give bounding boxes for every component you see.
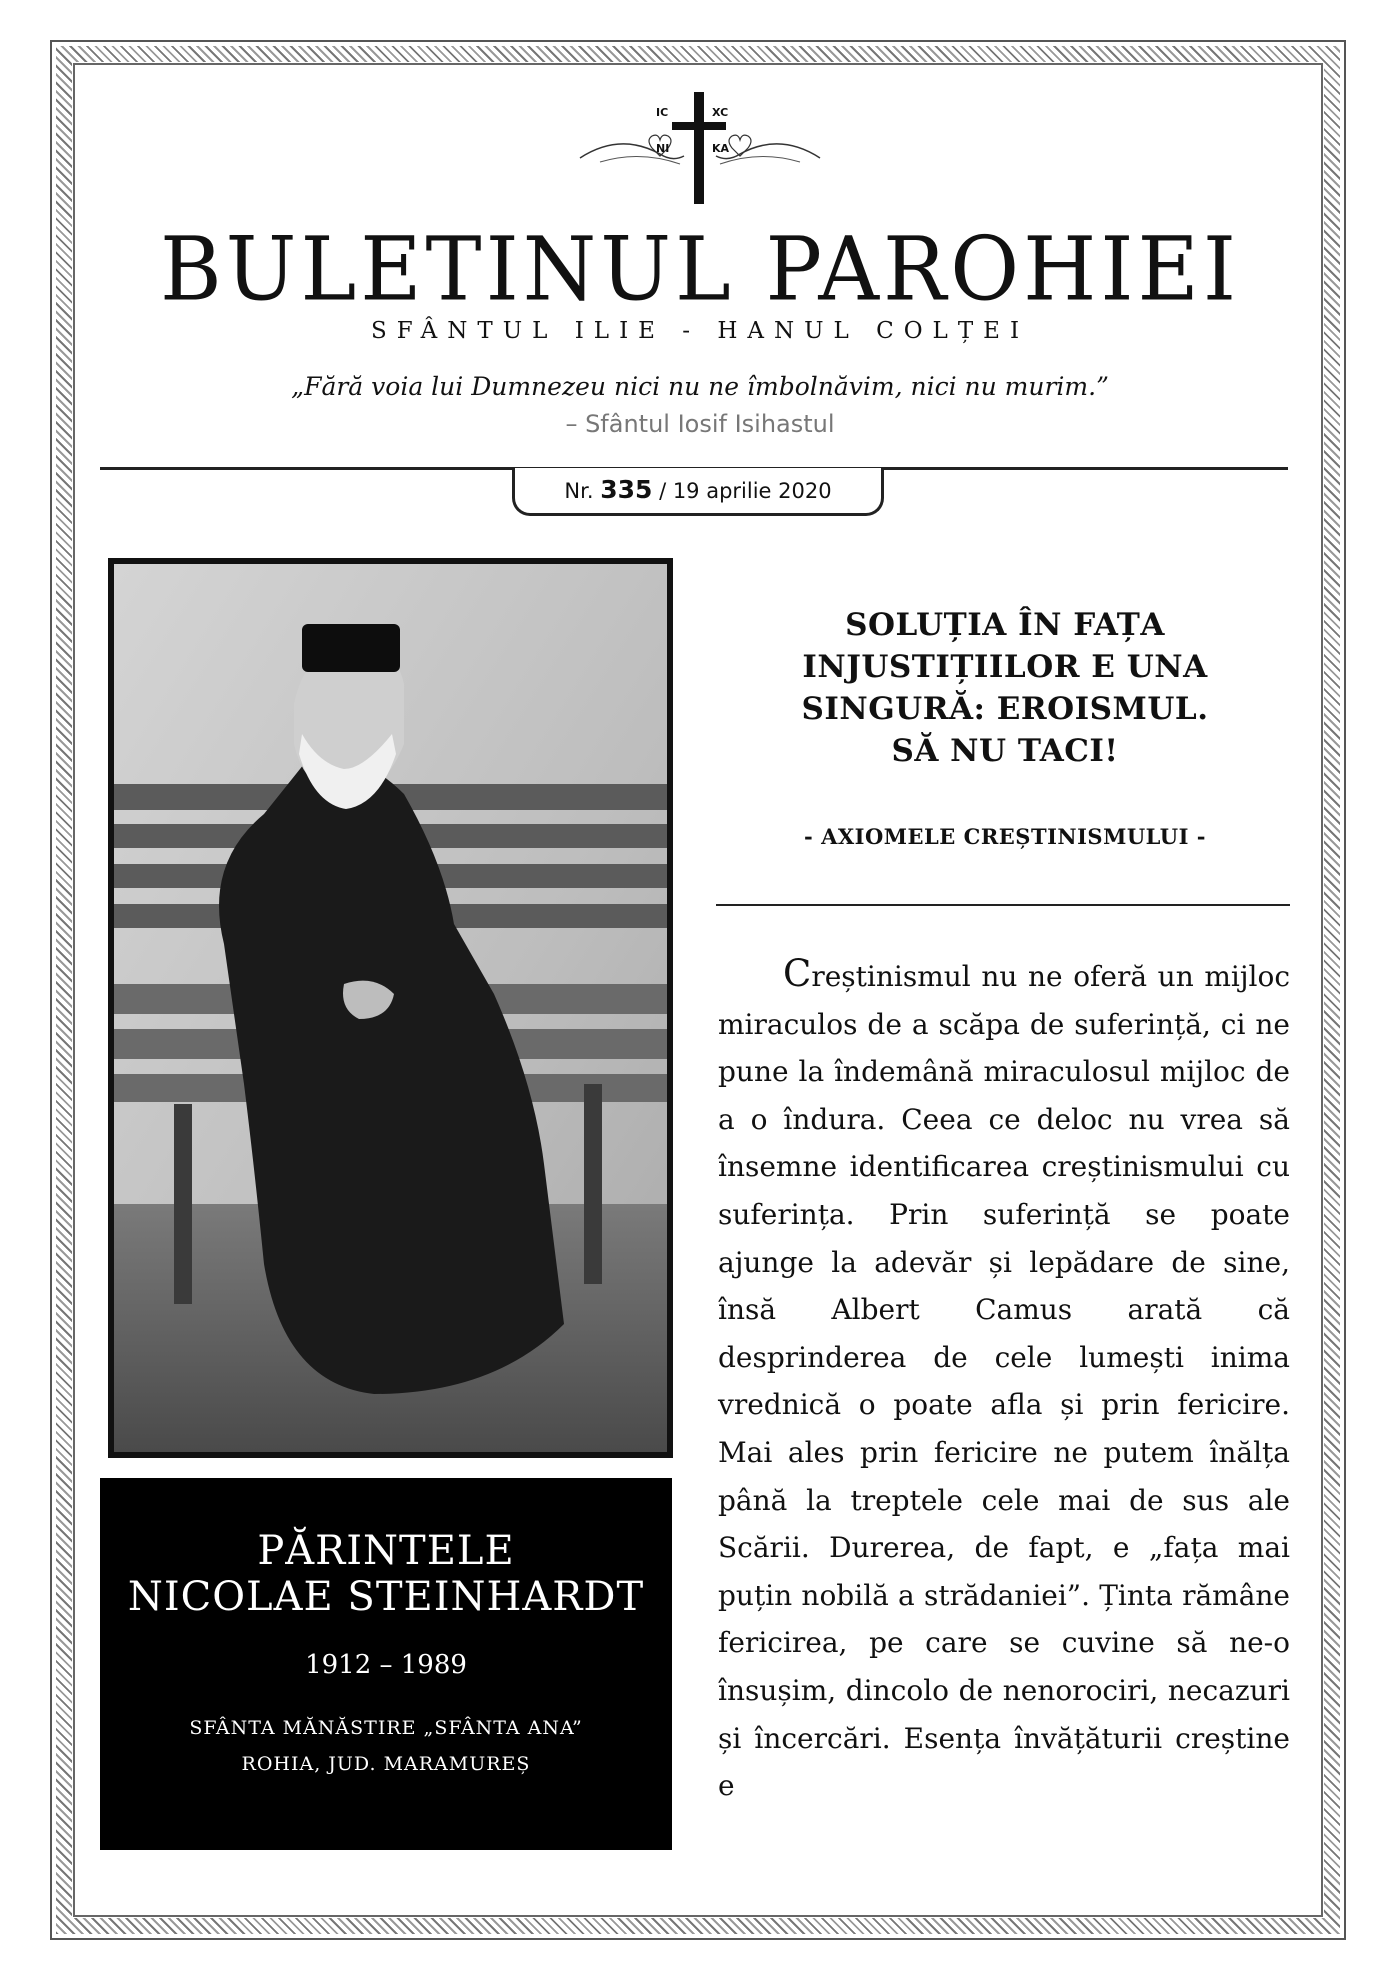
masthead-title: BULETINUL PAROHIEI bbox=[159, 217, 1241, 321]
emblem-ka: KA bbox=[712, 142, 730, 155]
article-divider bbox=[716, 904, 1290, 906]
caption-years: 1912 – 1989 bbox=[305, 1650, 467, 1680]
caption-place-line2: ROHIA, JUD. MARAMUREȘ bbox=[241, 1753, 531, 1775]
article-title bbox=[720, 604, 1290, 772]
article-title-line3: SINGURĂ: EROISMUL. bbox=[801, 691, 1209, 727]
masthead-subtitle: SFÂNTUL ILIE - HANUL COLȚEI bbox=[370, 318, 1030, 344]
issue-tab bbox=[512, 468, 884, 516]
article-text: reștinismul nu ne oferă un mijloc miraculos de a scăpa de suferință, ci ne pune la îndemână miraculosul mijloc de a o îndura. Ceea ce deloc nu vrea să însemne identificarea creștinismului cu suferința. Prin suferință se poate ajunge la adevăr și lepădare de sine, însă Albert Camus arată că desprinderea de cele lumești inima vrednică o poate afla și prin fericire. Mai ales prin fericire ne putem înălța până la treptele cele mai de sus ale Scării. Durerea, de fapt, e „fața mai puțin nobilă a strădaniei”. Ținta rămâne fericirea, pe care se cuvine să ne-o însușim, dincolo de nenorociri, necazuri și încercări. Esența învățăturii creștine e bbox=[718, 960, 1290, 1803]
caption-name-line2: NICOLAE STEINHARDT bbox=[127, 1574, 645, 1620]
article-source: - AXIOMELE CREȘTINISMULUI - bbox=[804, 824, 1206, 849]
cross-emblem bbox=[560, 92, 840, 212]
photo-caption bbox=[100, 1478, 672, 1850]
issue-prefix: Nr. bbox=[564, 479, 594, 503]
emblem-xc: XC bbox=[712, 106, 729, 119]
article-dropcap: C bbox=[783, 952, 812, 995]
cross-icon bbox=[560, 92, 840, 212]
issue-date: / 19 aprilie 2020 bbox=[659, 479, 832, 503]
emblem-ic: IC bbox=[656, 106, 669, 119]
monk-on-bench-photo bbox=[114, 564, 667, 1452]
motto-quote: „Fără voia lui Dumnezeu nici nu ne îmbolnăvim, nici nu murim.” bbox=[291, 372, 1109, 401]
portrait-photo bbox=[108, 558, 673, 1458]
article-body bbox=[718, 950, 1290, 1810]
article-title-line4: SĂ NU TACI! bbox=[891, 733, 1119, 769]
emblem-ni: NI bbox=[656, 142, 670, 155]
caption-place-line1: SFÂNTA MĂNĂSTIRE „SFÂNTA ANA” bbox=[189, 1717, 583, 1739]
issue-number: 335 bbox=[600, 475, 653, 504]
caption-name-line1: PĂRINTELE bbox=[257, 1528, 515, 1574]
article-title-line1: SOLUȚIA ÎN FAȚA bbox=[845, 607, 1165, 643]
article-title-line2: INJUSTIȚIILOR E UNA bbox=[802, 649, 1208, 685]
motto-author: – Sfântul Iosif Isihastul bbox=[565, 410, 835, 438]
